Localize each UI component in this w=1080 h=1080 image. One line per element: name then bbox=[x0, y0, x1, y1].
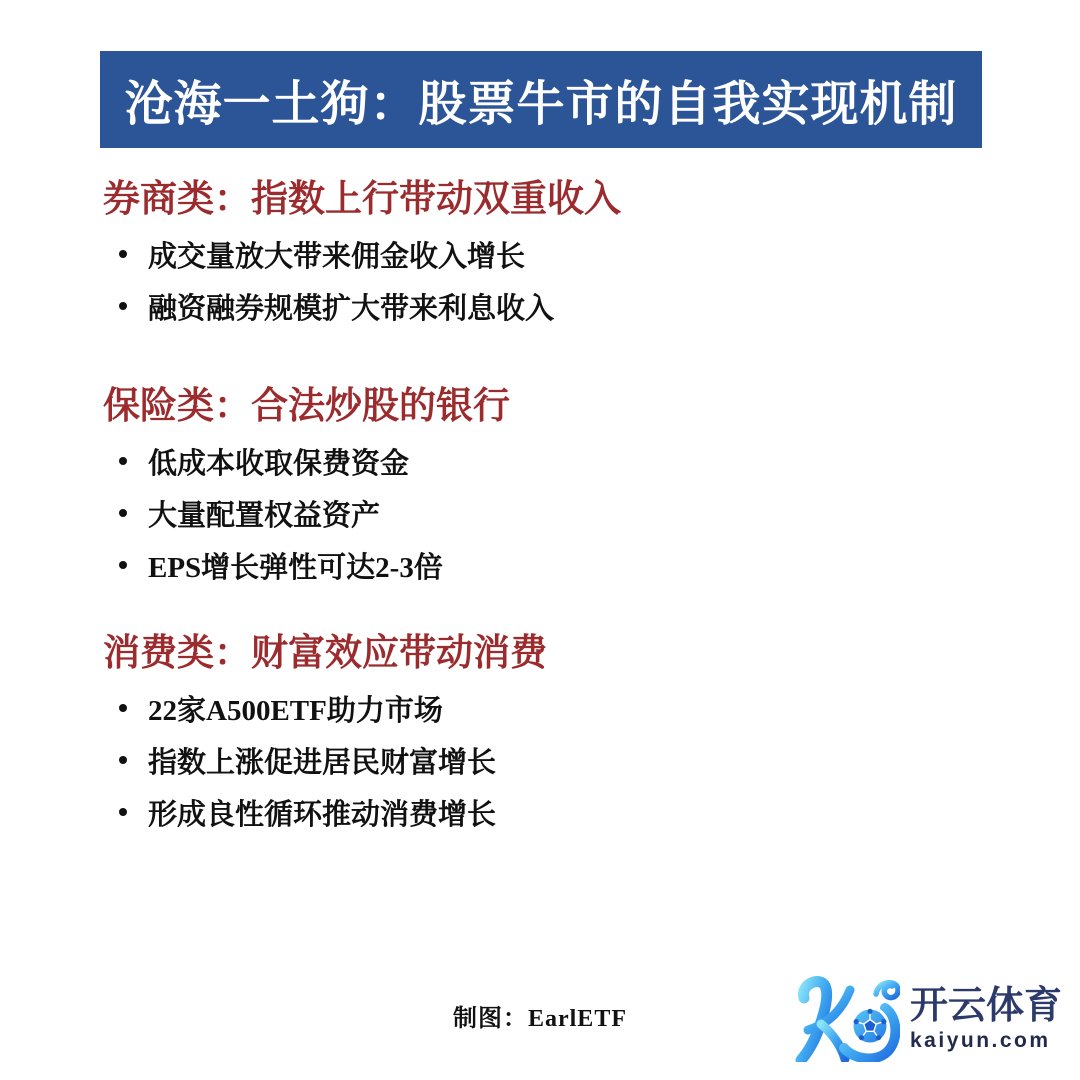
section-insurance-bullet-list bbox=[103, 435, 903, 591]
logo-text bbox=[910, 985, 1062, 1053]
spiral-curl bbox=[876, 983, 898, 998]
bullet-dot-icon bbox=[119, 756, 127, 764]
section-brokers-bullet-list bbox=[103, 228, 903, 332]
bullet-item bbox=[103, 280, 903, 332]
bullet-text: 成交量放大带来佣金收入增长 bbox=[148, 240, 526, 273]
k-soccer-ball-icon bbox=[794, 976, 900, 1062]
bullet-dot-icon bbox=[119, 561, 127, 569]
bullet-text: 低成本收取保费资金 bbox=[148, 447, 410, 480]
section-brokers-title: 券商类：指数上行带动双重收入 bbox=[103, 179, 621, 220]
section-consumer bbox=[103, 632, 903, 838]
bullet-text: 大量配置权益资产 bbox=[148, 499, 381, 532]
bullet-text: 形成良性循环推动消费增长 bbox=[148, 798, 497, 831]
bullet-dot-icon bbox=[119, 808, 127, 816]
bullet-text: 22家A500ETF助力市场 bbox=[148, 694, 443, 727]
bullet-item bbox=[103, 435, 903, 487]
bullet-dot-icon bbox=[119, 509, 127, 517]
bullet-dot-icon bbox=[119, 250, 127, 258]
brand-domain: kaiyun.com bbox=[910, 1029, 1051, 1052]
title-banner bbox=[100, 51, 982, 148]
bullet-dot-icon bbox=[119, 457, 127, 465]
bullet-text: EPS增长弹性可达2-3倍 bbox=[148, 551, 443, 584]
bullet-item bbox=[103, 539, 903, 591]
section-consumer-title: 消费类：财富效应带动消费 bbox=[103, 633, 547, 674]
bullet-item bbox=[103, 682, 903, 734]
credit-line: 制图：EarlETF bbox=[452, 1006, 627, 1032]
kaiyun-logo[interactable] bbox=[794, 976, 1062, 1062]
section-brokers bbox=[103, 178, 903, 332]
bullet-dot-icon bbox=[119, 302, 127, 310]
bullet-item bbox=[103, 786, 903, 838]
bullet-text: 融资融券规模扩大带来利息收入 bbox=[148, 292, 555, 325]
bullet-item bbox=[103, 228, 903, 280]
brand-name: 开云体育 bbox=[910, 985, 1063, 1027]
page-title: 沧海一土狗：股票牛市的自我实现机制 bbox=[124, 78, 958, 131]
section-insurance-title: 保险类：合法炒股的银行 bbox=[103, 386, 510, 427]
bullet-text: 指数上涨促进居民财富增长 bbox=[148, 746, 497, 779]
bullet-item bbox=[103, 487, 903, 539]
soccer-ball-icon bbox=[851, 1007, 890, 1046]
bullet-item bbox=[103, 734, 903, 786]
section-consumer-bullet-list bbox=[103, 682, 903, 838]
section-insurance bbox=[103, 385, 903, 591]
bullet-dot-icon bbox=[119, 704, 127, 712]
